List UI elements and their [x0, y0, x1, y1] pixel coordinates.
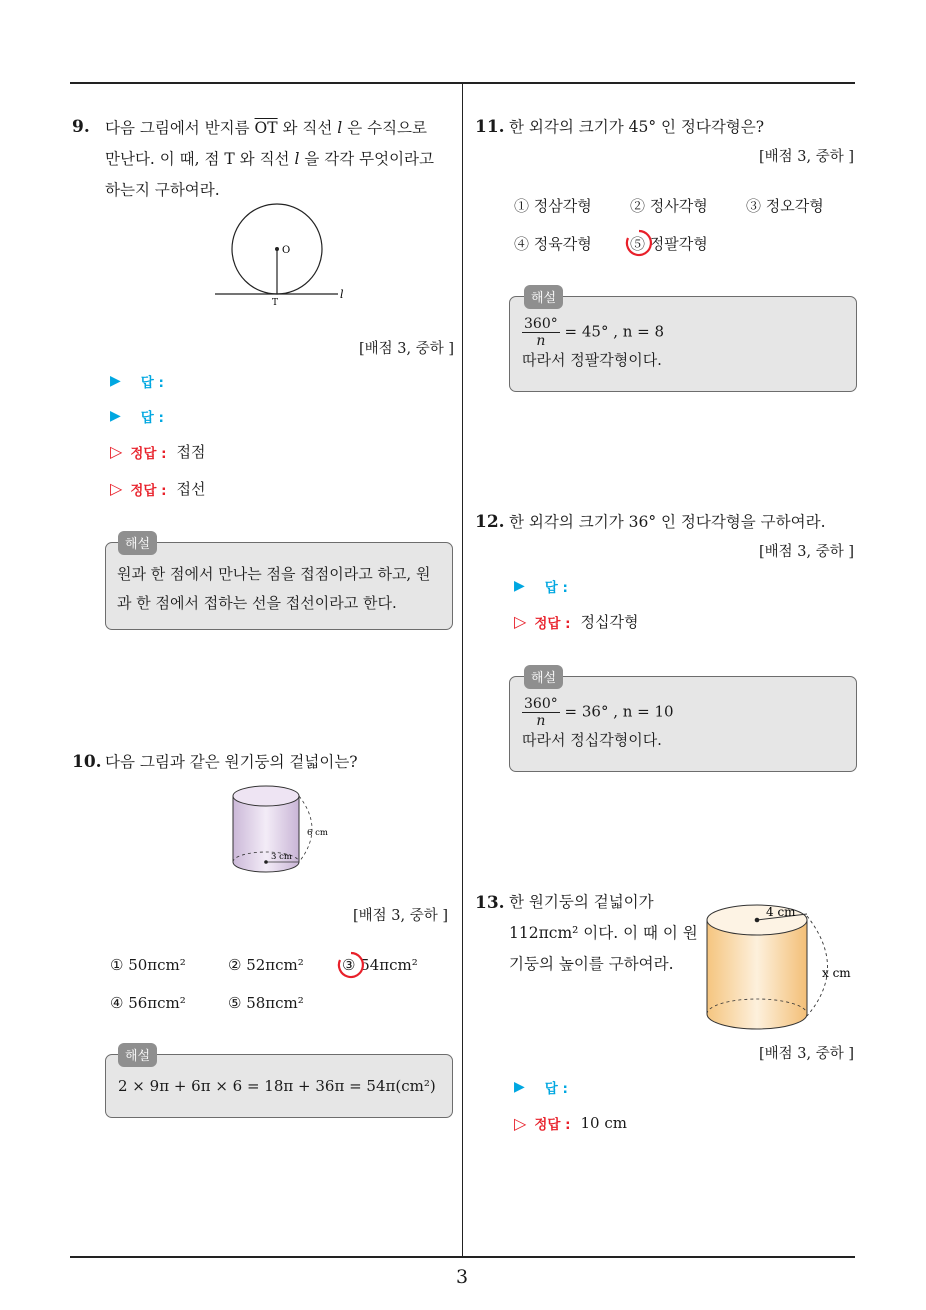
bottom-rule	[70, 1256, 855, 1258]
play-icon: ▶	[514, 1079, 525, 1095]
column-divider	[462, 82, 463, 1257]
score: [배점 3, 중하 ]	[758, 1046, 854, 1062]
explanation-badge: 해설	[118, 1043, 157, 1067]
height-label: x cm	[822, 966, 851, 980]
choice-3[interactable]: ③ 54πcm²	[342, 956, 418, 974]
cylinder-figure	[225, 782, 335, 882]
question-number: 9.	[72, 117, 90, 137]
page-number: 3	[456, 1266, 469, 1288]
choice-4[interactable]: ④ 정육각형	[514, 235, 592, 253]
play-icon: ▶	[110, 373, 121, 389]
cylinder-figure	[700, 890, 860, 1046]
fraction: $\frac{360^\circ}{n}$	[524, 316, 558, 349]
play-outline-icon: ▷	[514, 612, 527, 631]
explanation-text: $\frac{360^\circ}{n}$ = 36° , n = 10 따라서 정십각형이다.	[522, 696, 674, 749]
choice-2[interactable]: ② 52πcm²	[228, 956, 304, 974]
choice-5[interactable]: ⑤ 정팔각형	[630, 235, 708, 253]
correct-answer: ▷ 정답 : 10 cm	[514, 1113, 627, 1133]
question-text: 다음 그림과 같은 원기둥의 겉넓이는?	[105, 753, 358, 771]
correct-answer-1: ▷ 정답 : 접점	[110, 442, 206, 462]
play-outline-icon: ▷	[110, 442, 123, 461]
label-l: l	[340, 288, 344, 301]
label-o: O	[282, 245, 291, 256]
radius-label: 3 cm	[271, 852, 292, 862]
circle-tangent-figure	[210, 198, 360, 308]
choice-1[interactable]: ① 정삼각형	[514, 197, 592, 215]
selected-mark-icon	[336, 950, 366, 980]
question-text: 한 원기둥의 겉넓이가 112πcm² 이다. 이 때 이 원 기둥의 높이를 구하여라.	[509, 893, 698, 973]
question-text: 다음 그림에서 반지름 $\overline{OT}$ 와 직선 l 은 수직으로 만난다. 이 때, 점 T 와 직선 l 을 각각 무엇이라고 하는지 구하여라.	[105, 119, 434, 199]
answer-line[interactable]: ▶ 답 :	[514, 578, 568, 596]
score: [배점 3, 중하 ]	[358, 341, 454, 357]
label-t: T	[272, 298, 279, 308]
play-outline-icon: ▷	[514, 1113, 527, 1133]
explanation-badge: 해설	[524, 665, 563, 689]
explanation-text: 원과 한 점에서 만나는 점을 접점이라고 하고, 원 과 한 점에서 접하는 선을 접선이라고 한다.	[117, 565, 431, 612]
answer-line-2[interactable]: ▶ 답 :	[110, 408, 164, 426]
score: [배점 3, 중하 ]	[758, 149, 854, 165]
radius-label: 4 cm	[766, 905, 796, 919]
explanation-text: 2 × 9π + 6π × 6 = 18π + 36π = 54π(cm²)	[118, 1077, 436, 1095]
play-icon: ▶	[514, 578, 525, 594]
play-icon: ▶	[110, 408, 121, 424]
correct-answer-2: ▷ 정답 : 접선	[110, 479, 206, 499]
choice-3[interactable]: ③ 정오각형	[746, 197, 824, 215]
height-label: 6 cm	[307, 828, 328, 838]
explanation-badge: 해설	[118, 531, 157, 555]
explanation-badge: 해설	[524, 285, 563, 309]
choice-4[interactable]: ④ 56πcm²	[110, 994, 186, 1012]
question-text: 한 외각의 크기가 45° 인 정다각형은?	[509, 118, 765, 136]
fraction: $\frac{360^\circ}{n}$	[524, 696, 558, 729]
choice-1[interactable]: ① 50πcm²	[110, 956, 186, 974]
question-number: 10.	[72, 752, 102, 772]
question-text: 한 외각의 크기가 36° 인 정다각형을 구하여라.	[509, 513, 826, 531]
explanation-text: $\frac{360^\circ}{n}$ = 45° , n = 8 따라서 정팔각형이다.	[522, 316, 665, 369]
choice-5[interactable]: ⑤ 58πcm²	[228, 994, 304, 1012]
correct-answer: ▷ 정답 : 정십각형	[514, 612, 639, 632]
score: [배점 3, 중하 ]	[758, 544, 854, 560]
play-outline-icon: ▷	[110, 479, 123, 498]
question-number: 12.	[475, 512, 505, 532]
choice-2[interactable]: ② 정사각형	[630, 197, 708, 215]
score: [배점 3, 중하 ]	[352, 908, 448, 924]
question-number: 11.	[475, 117, 505, 137]
question-number: 13.	[475, 893, 505, 913]
answer-line[interactable]: ▶ 답 :	[514, 1079, 568, 1097]
answer-line-1[interactable]: ▶ 답 :	[110, 373, 164, 391]
selected-mark-icon	[624, 228, 654, 258]
